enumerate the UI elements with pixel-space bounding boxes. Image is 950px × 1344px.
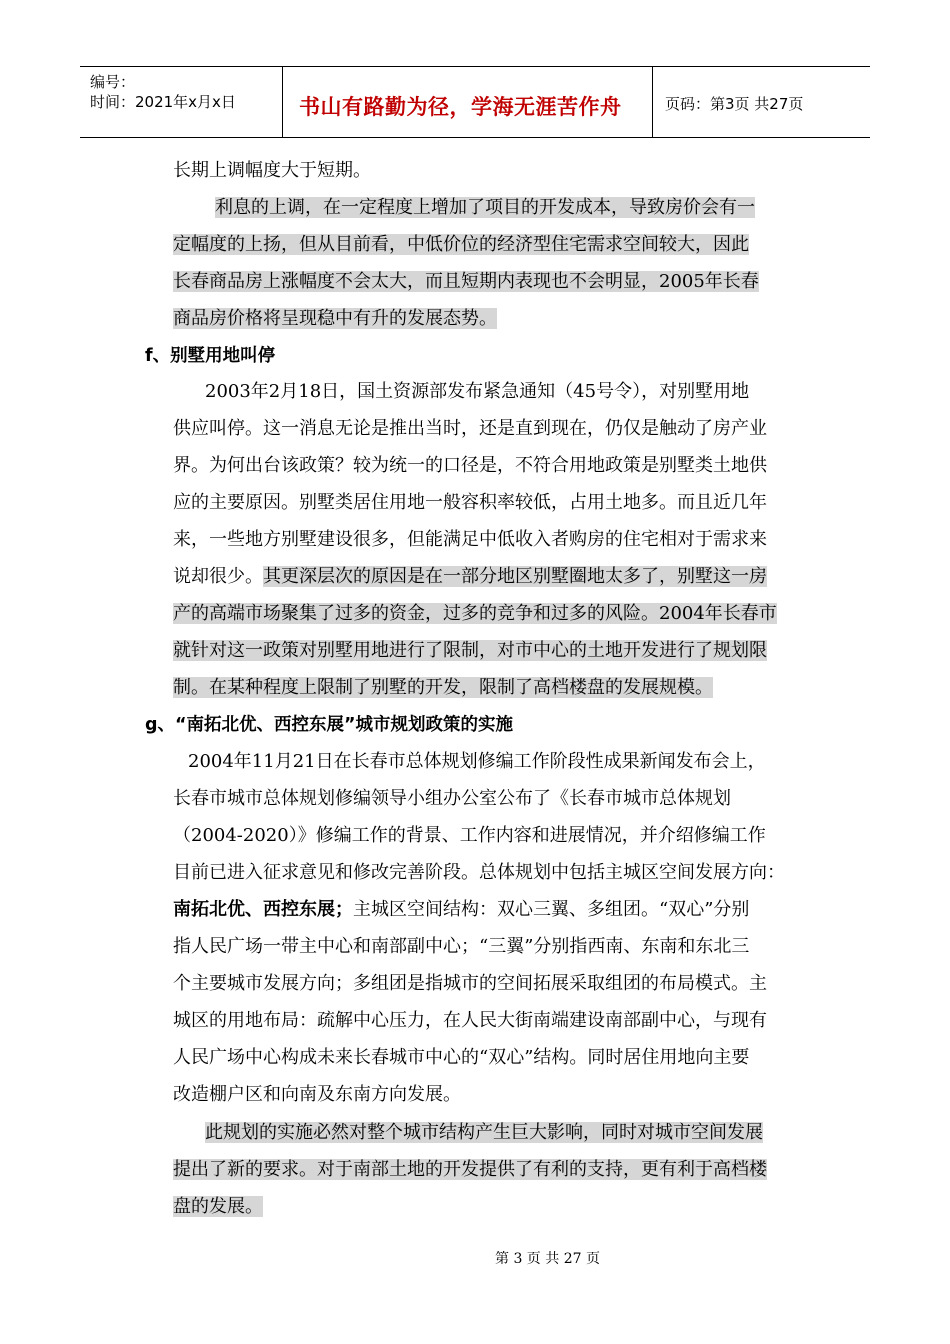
paragraph-line <box>205 1121 763 1145</box>
highlighted-text: 提出了新的要求。对于南部土地的开发提供了有利的支持，更有利于高档楼 <box>173 1159 767 1180</box>
header-page-cell <box>653 67 870 137</box>
paragraph-line: 改造棚户区和向南及东南方向发展。 <box>173 1084 461 1105</box>
paragraph-line: 长期上调幅度大于短期。 <box>173 160 371 181</box>
paragraph-line <box>215 196 755 220</box>
paragraph-line: 应的主要原因。别墅类居住用地一般容积率较低，占用土地多。而且近几年 <box>173 492 767 513</box>
paragraph-line: 城区的用地布局：疏解中心压力，在人民大街南端建设南部副中心，与现有 <box>173 1010 767 1031</box>
paragraph-line: 供应叫停。这一消息无论是推出当时，还是直到现在，仍仅是触动了房产业 <box>173 418 767 439</box>
number-label: 编号： <box>90 73 136 91</box>
highlighted-text: 长春商品房上涨幅度不会太大，而且短期内表现也不会明显，2005年长春 <box>173 271 759 292</box>
paragraph-line: 2004年11月21日在长春市总体规划修编工作阶段性成果新闻发布会上， <box>188 751 766 772</box>
paragraph-line: （2004-2020）》修编工作的背景、工作内容和进展情况，并介绍修编工作 <box>173 825 766 846</box>
paragraph-line <box>173 233 749 257</box>
highlighted-text: 此规划的实施必然对整个城市结构产生巨大影响，同时对城市空间发展 <box>205 1122 763 1143</box>
section-heading-f: f、别墅用地叫停 <box>145 346 276 366</box>
page-header <box>80 66 870 138</box>
header-motto-cell <box>283 67 653 137</box>
plain-text: 说却很少。 <box>173 566 263 587</box>
paragraph-line <box>173 898 749 922</box>
paragraph-line <box>173 1158 767 1182</box>
header-info-cell <box>80 67 283 137</box>
paragraph-line: 目前已进入征求意见和修改完善阶段。总体规划中包括主城区空间发展方向： <box>173 862 785 883</box>
highlighted-text: 其更深层次的原因是在一部分地区别墅圈地太多了，别墅这一房 <box>263 566 767 587</box>
paragraph-line <box>173 1195 263 1219</box>
paragraph-line <box>173 307 497 331</box>
page-number-label: 页码：第3页 共27页 <box>665 95 804 113</box>
plain-text: 主城区空间结构：双心三翼、多组团。“双心”分别 <box>353 899 750 920</box>
paragraph-line: 人民广场中心构成未来长春城市中心的“双心”结构。同时居住用地向主要 <box>173 1047 750 1068</box>
motto-text: 书山有路勤为径，学海无涯苦作舟 <box>299 95 622 119</box>
page-footer <box>0 1248 950 1268</box>
paragraph-line <box>173 602 777 626</box>
highlighted-text: 制。在某种程度上限制了别墅的开发，限制了高档楼盘的发展规模。 <box>173 677 713 698</box>
paragraph-line: 界。为何出台该政策？较为统一的口径是，不符合用地政策是别墅类土地供 <box>173 455 767 476</box>
paragraph-line: 2003年2月18日，国土资源部发布紧急通知（45号令），对别墅用地 <box>205 381 750 402</box>
highlighted-text: 盘的发展。 <box>173 1196 263 1217</box>
paragraph-line <box>173 639 767 663</box>
paragraph-line <box>173 676 713 700</box>
footer-page-number: 第 3 页 共 27 页 <box>495 1251 600 1267</box>
paragraph-line: 个主要城市发展方向；多组团是指城市的空间拓展采取组团的布局模式。主 <box>173 973 767 994</box>
paragraph-line <box>173 565 767 589</box>
highlighted-text: 商品房价格将呈现稳中有升的发展态势。 <box>173 308 497 329</box>
paragraph-line <box>173 270 759 294</box>
highlighted-text: 产的高端市场聚集了过多的资金，过多的竞争和过多的风险。2004年长春市 <box>173 603 777 624</box>
paragraph-line: 长春市城市总体规划修编领导小组办公室公布了《长春市城市总体规划 <box>173 788 731 809</box>
highlighted-text: 就针对这一政策对别墅用地进行了限制，对市中心的土地开发进行了规划限 <box>173 640 767 661</box>
paragraph-line: 指人民广场一带主中心和南部副中心；“三翼”分别指西南、东南和东北三 <box>173 936 750 957</box>
paragraph-line: 来，一些地方别墅建设很多，但能满足中低收入者购房的住宅相对于需求来 <box>173 529 767 550</box>
highlighted-text: 定幅度的上扬，但从目前看，中低价位的经济型住宅需求空间较大，因此 <box>173 234 749 255</box>
section-heading-g: g、“南拓北优、西控东展”城市规划政策的实施 <box>145 715 514 735</box>
time-label: 时间：2021年x月x日 <box>90 93 236 111</box>
highlighted-text: 利息的上调，在一定程度上增加了项目的开发成本，导致房价会有一 <box>215 197 755 218</box>
bold-text: 南拓北优、西控东展； <box>173 899 353 920</box>
